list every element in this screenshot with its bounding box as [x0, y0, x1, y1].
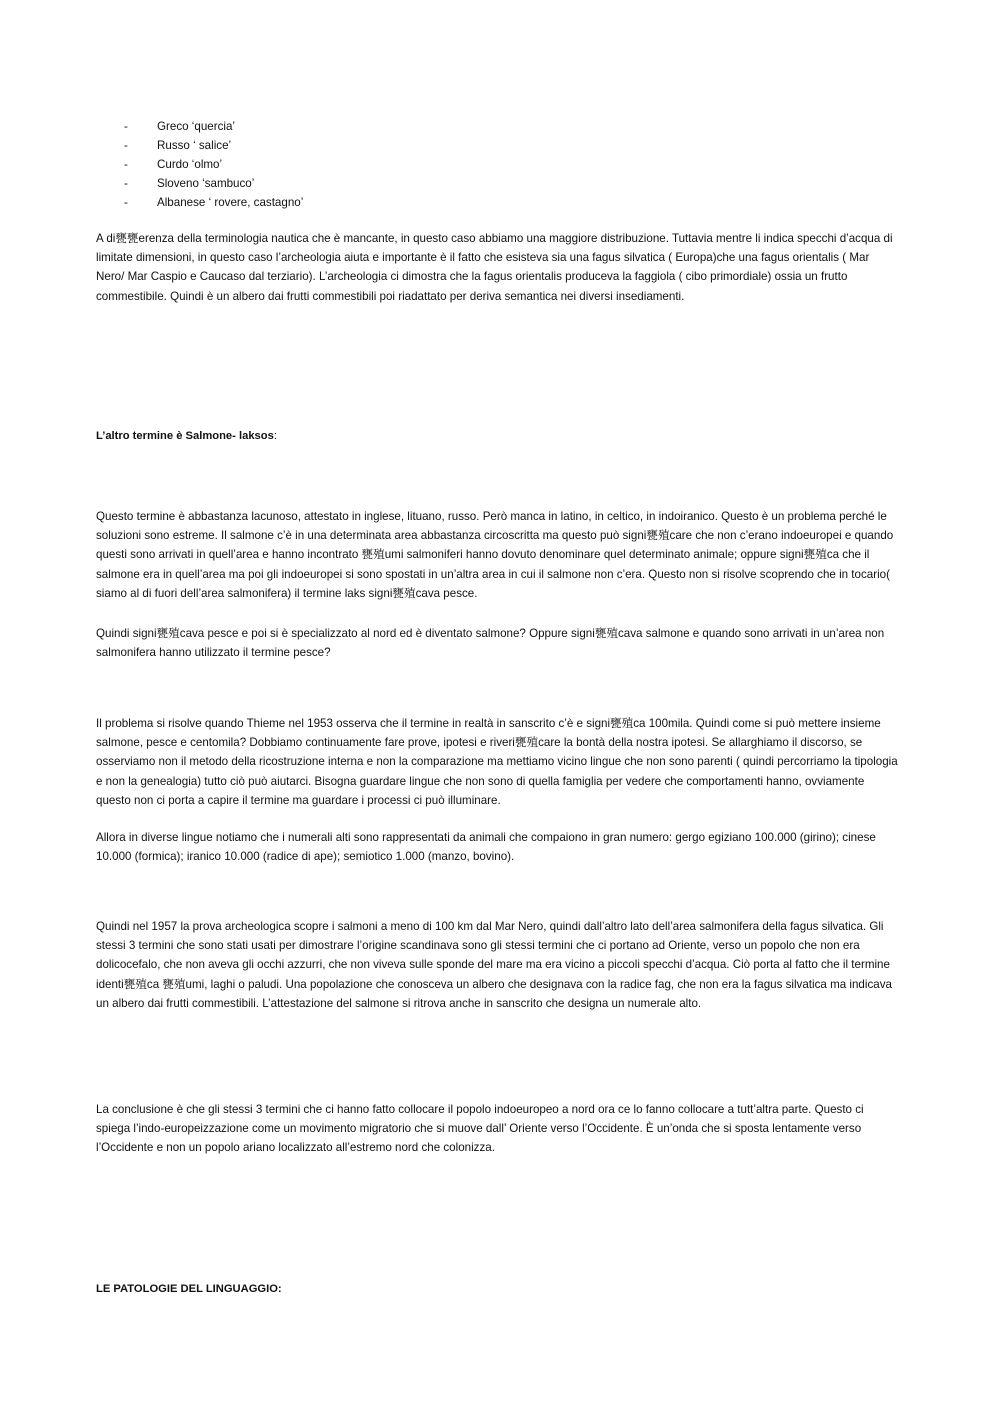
list-item-text: Sloveno ‘sambuco’	[157, 177, 255, 190]
heading-salmone	[96, 430, 277, 442]
paragraph-archeologia-1957: Quindi nel 1957 la prova archeologica scopre i salmoni a meno di 100 km dal Mar Nero, quindi dall’altro lato dell’area salmonifera della fagus silvatica. Gli stessi 3 termini che sono stati usati per dimostrare l’origine scandinava sono gli stessi termini che ci portano ad Oriente, verso un popolo che non era dolicocefalo, che non aveva gli occhi azzurri, che non viveva sulle sponde del mare ma era vicino a piccoli specchi d’acqua. Ciò porta al fatto che il termine identi甕殖ca 甕殖umi, laghi o paludi. Una popolazione che conosceva un albero che designava con la radice fag, che non era la fagus silvatica ma indicava un albero dai frutti commestibili. L’attestazione del salmone si ritrova anche in sanscrito che designa un numerale alto.	[96, 920, 892, 1010]
heading-colon: :	[273, 430, 277, 442]
paragraph-thieme: Il problema si risolve quando Thieme nel 1953 osserva che il termine in realtà in sanscrito c’è e signi甕殖ca 100mila. Quindi come si può mettere insieme salmone, pesce e centomila? Dobbiamo continuamente fare prove, ipotesi e riveri甕殖care la bontà della nostra ipotesi. Se allarghiamo il discorso, se osserviamo non il metodo della ricostruzione interna e non la comparazione ma mettiamo vicino lingue che non sono parenti ( quindi percorriamo la tipologia e non la genealogia) tutto ciò può aiutarci. Bisogna guardare lingue che non sono di quella famiglia per vedere che comportamenti hanno, ovviamente questo non ci porta a capire il termine ma guardare i processi ci può illuminare.	[96, 717, 898, 807]
bullet-marker: -	[124, 196, 128, 209]
list-item	[124, 193, 303, 212]
list-item-text: Russo ‘ salice’	[157, 139, 232, 152]
heading-patologie: LE PATOLOGIE DEL LINGUAGGIO:	[96, 1283, 282, 1295]
bullet-marker: -	[124, 120, 128, 133]
paragraph-salmone-lacunoso: Questo termine è abbastanza lacunoso, attestato in inglese, lituano, russo. Però manca in latino, in celtico, in indoiranico. Questo è un problema perché le soluzioni sono estreme. Il salmone c’è in una determinata area abbastanza circoscritta ma questo può signi甕殖care che non c’erano indoeuropei e quando questi sono arrivati in quell’area e hanno incontrato 甕殖umi salmoniferi hanno dovuto denominare quel determinato animale; oppure signi甕殖ca che il salmone era in quell’area ma poi gli indoeuropei si sono spostati in un’altra area in cui il salmone non c’era. Questo non si risolve scoprendo che in tocario( siamo al di fuori dell’area salmonifera) il termine laks signi甕殖cava pesce.	[96, 510, 894, 600]
list-item	[124, 136, 303, 155]
paragraph-fagus: A di甕甕erenza della terminologia nautica che è mancante, in questo caso abbiamo una maggiore distribuzione. Tuttavia mentre li indica specchi d’acqua di limitate dimensioni, in questo caso l’archeologia aiuta e importante è il fatto che esisteva sia una fagus silvatica ( Europa)che una fagus orientalis ( Mar Nero/ Mar Caspio e Caucaso dal terziario). L’archeologia ci dimostra che la fagus orientalis produceva la faggiola ( cibo primordiale) ossia un frutto commestibile. Quindi è un albero dai frutti commestibili poi riadattato per deriva semantica nei diversi insediamenti.	[96, 232, 893, 303]
paragraph-numerali: Allora in diverse lingue notiamo che i numerali alti sono rappresentati da animali che compaiono in gran numero: gergo egiziano 100.000 (girino); cinese 10.000 (formica); iranico 10.000 (radice di ape); semiotico 1.000 (manzo, bovino).	[96, 831, 876, 864]
bullet-marker: -	[124, 158, 128, 171]
list-item	[124, 117, 303, 136]
paragraph-salmone-question: Quindi signi甕殖cava pesce e poi si è specializzato al nord ed è diventato salmone? Oppure signi甕殖cava salmone e quando sono arrivati in un’area non salmonifera hanno utilizzato il termine pesce?	[96, 627, 885, 660]
tree-names-list	[124, 117, 303, 212]
list-item	[124, 174, 303, 193]
list-item-text: Albanese ‘ rovere, castagno’	[157, 196, 304, 209]
list-item-text: Greco ‘quercia’	[157, 120, 235, 133]
heading-salmone-text: L’altro termine è Salmone- laksos	[96, 430, 274, 442]
list-item	[124, 155, 303, 174]
list-item-text: Curdo ‘olmo’	[157, 158, 223, 171]
paragraph-conclusione: La conclusione è che gli stessi 3 termini che ci hanno fatto collocare il popolo indoeuropeo a nord ora ce lo fanno collocare a tutt’altra parte. Questo ci spiega l’indo-europeizzazione come un movimento migratorio che si muove dall’ Oriente verso l’Occidente. È un’onda che si sposta lentamente verso l’Occidente e non un popolo ariano localizzato all’estremo nord che colonizza.	[96, 1103, 864, 1155]
bullet-marker: -	[124, 139, 128, 152]
bullet-marker: -	[124, 177, 128, 190]
